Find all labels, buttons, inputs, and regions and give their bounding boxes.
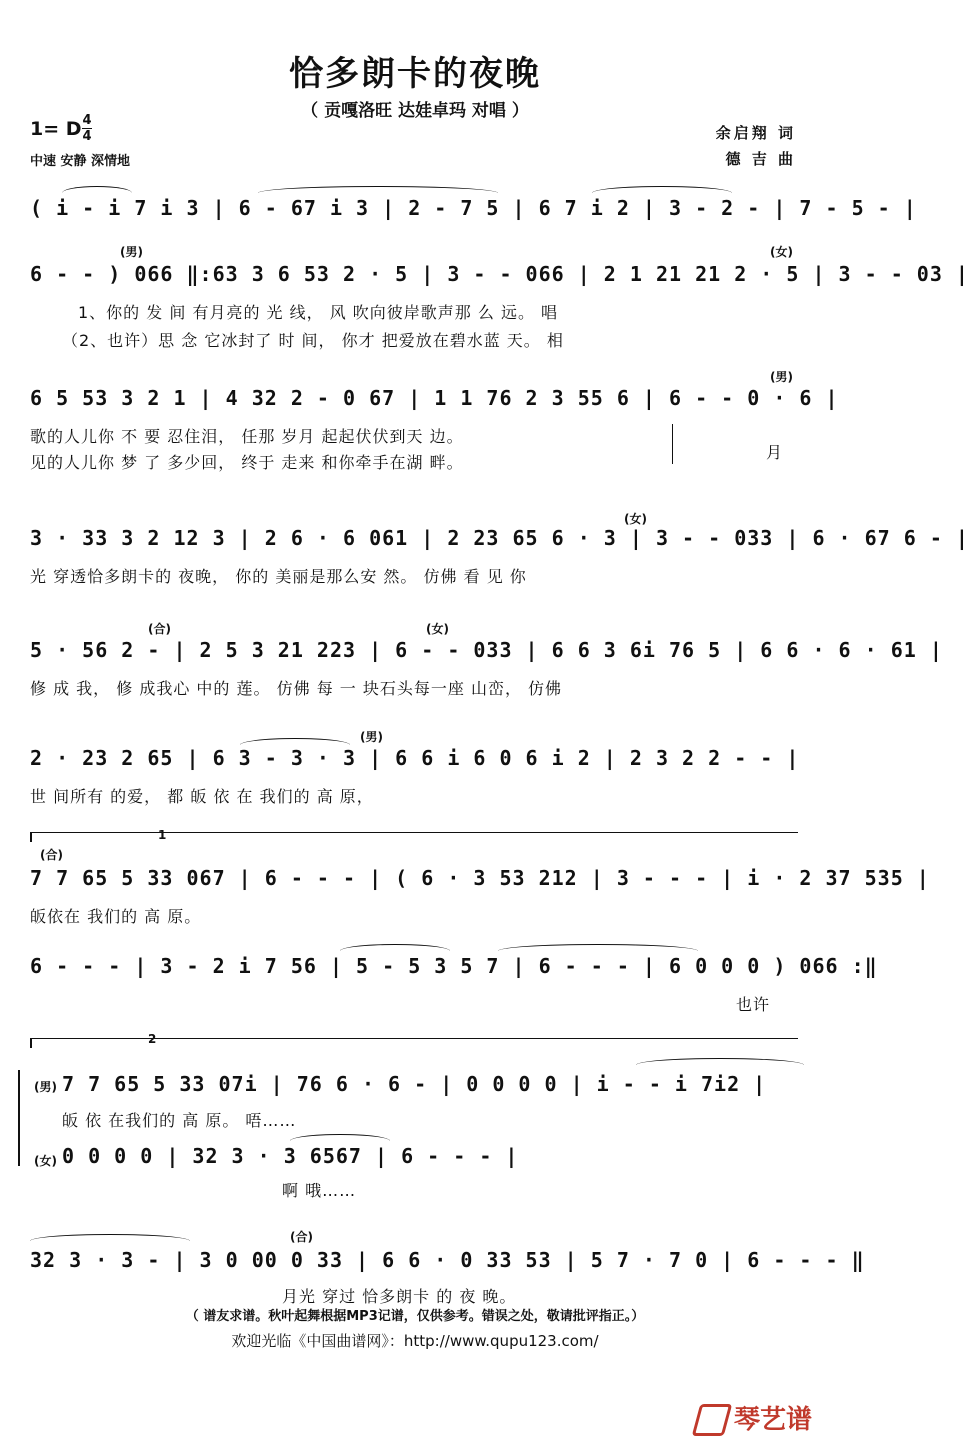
lyric-line: 皈 依 在我们的 高 原。 唔……	[62, 1111, 297, 1130]
score-line-5: 5 · 56 2 - | 2 5 3 21 223 | 6 - - 033 | 6 6 3 6i 76 5 | 6 6 · 6 · 61 |	[30, 638, 943, 662]
part-mark: (女)	[624, 512, 647, 526]
lyric-line: 啊 哦……	[282, 1181, 357, 1200]
part-mark: (女)	[770, 245, 793, 259]
time-signature: 4 4	[82, 113, 92, 144]
lyric-line: 光 穿透恰多朗卡的 夜晚， 你的 美丽是那么安 然。 仿佛 看 见 你	[30, 567, 527, 586]
part-mark: (合)	[40, 848, 63, 862]
logo-icon	[692, 1404, 733, 1436]
score-line-9b: 0 0 0 0 | 32 3 · 3 6567 | 6 - - - |	[62, 1144, 519, 1168]
lyric-line: 见的人儿你 梦 了 多少回， 终于 走来 和你牵手在湖 畔。	[30, 453, 464, 472]
volta-number: 1	[158, 828, 167, 842]
part-mark: (男)	[360, 730, 383, 744]
lyric-line: 修 成 我， 修 成我心 中的 莲。 仿佛 每 一 块石头每一座 山峦， 仿佛	[30, 679, 563, 698]
score-line-1: ( i - i 7 i 3 | 6 - 67 i 3 | 2 - 7 5 | 6 7 i 2 | 3 - 2 - | 7 - 5 - |	[30, 196, 917, 220]
key-signature: 1= D	[30, 118, 82, 140]
composer-credit: 德 吉 曲	[725, 150, 796, 168]
lyric-line: 世 间所有 的爱， 都 皈 依 在 我们的 高 原，	[30, 787, 374, 806]
lyric-line: 1、你的 发 间 有月亮的 光 线， 风 吹向彼岸歌声那 么 远。 唱	[78, 303, 559, 322]
part-mark: (女)	[426, 622, 449, 636]
part-mark: (男)	[34, 1080, 57, 1094]
score-line-10: 32 3 · 3 - | 3 0 00 0 33 | 6 6 · 0 33 53 | 5 7 · 7 0 | 6 - - - ‖	[30, 1248, 865, 1272]
song-title: 恰多朗卡的夜晚	[289, 54, 541, 94]
volta-number: 2	[148, 1032, 157, 1046]
lyric-aside: 月	[766, 443, 784, 462]
tempo-marking: 中速 安静 深情地	[30, 154, 131, 169]
site-logo: 琴艺谱	[696, 1399, 812, 1437]
part-mark: (女)	[34, 1154, 57, 1168]
transcription-note: （ 谱友求谱。秋叶起舞根据MP3记谱，仅供参考。错误之处，敬请批评指正。）	[185, 1309, 645, 1324]
lyric-line: 歌的人儿你 不 要 忍住泪， 任那 岁月 起起伏伏到天 边。	[30, 427, 464, 446]
part-mark: (合)	[148, 622, 171, 636]
lyric-line: 月光 穿过 恰多朗卡 的 夜 晚。	[282, 1287, 517, 1306]
score-line-4: 3 · 33 3 2 12 3 | 2 6 · 6 061 | 2 23 65 6 · 3 | 3 - - 033 | 6 · 67 6 - |	[30, 526, 969, 550]
lyric-line: 皈依在 我们的 高 原。	[30, 907, 202, 926]
lyricist-credit: 余启翔 词	[715, 124, 796, 142]
part-mark: (合)	[290, 1230, 313, 1244]
score-line-9a: 7 7 65 5 33 07i | 76 6 · 6 - | 0 0 0 0 | i - - i 7i2 |	[62, 1072, 767, 1096]
song-subtitle: （ 贡嘎洛旺 达娃卓玛 对唱 ）	[301, 101, 529, 121]
part-mark: (男)	[770, 370, 793, 384]
lyric-line: 也许	[736, 995, 771, 1014]
score-line-3: 6 5 53 3 2 1 | 4 32 2 - 0 67 | 1 1 76 2 3 55 6 | 6 - - 0 · 6 |	[30, 386, 839, 410]
score-line-7: 7 7 65 5 33 067 | 6 - - - | ( 6 · 3 53 212 | 3 - - - | i · 2 37 535 |	[30, 866, 930, 890]
lyric-line: （2、也许）思 念 它冰封了 时 间， 你才 把爱放在碧水蓝 天。 相	[62, 331, 564, 350]
score-line-8: 6 - - - | 3 - 2 i 7 56 | 5 - 5 3 5 7 | 6 - - - | 6 0 0 0 ) 066 :‖	[30, 954, 878, 978]
score-line-2: 6 - - ) 066 ‖:63 3 6 53 2 · 5 | 3 - - 066 | 2 1 21 21 2 · 5 | 3 - - 03 |	[30, 262, 969, 286]
site-credit: 欢迎光临《中国曲谱网》：http://www.qupu123.com/	[231, 1332, 599, 1350]
score-line-6: 2 · 23 2 65 | 6 3 - 3 · 3 | 6 6 i 6 0 6 i 2 | 2 3 2 2 - - |	[30, 746, 800, 770]
part-mark: (男)	[120, 245, 143, 259]
